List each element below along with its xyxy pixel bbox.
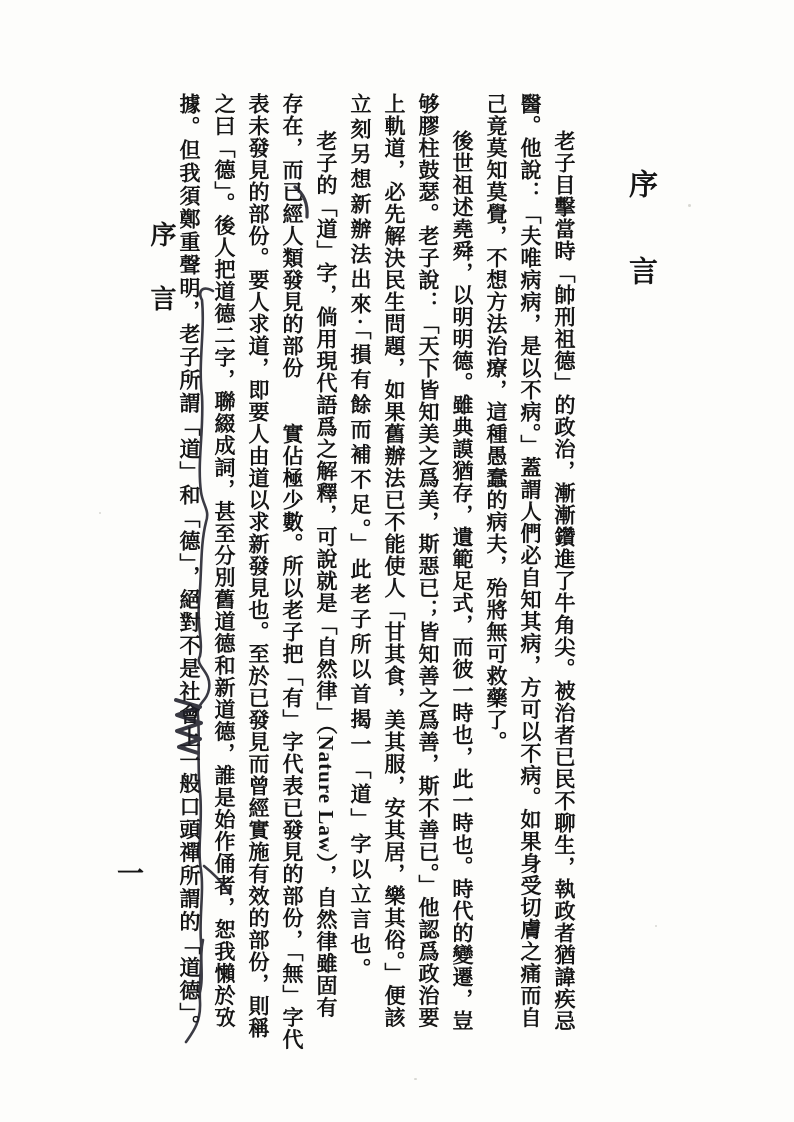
- text-column: 上軌道，必先解決民生問題，如果舊辦法已不能使人「甘其食，美其服，安其居，樂其俗。」便該: [382, 93, 406, 1029]
- page-number: 一: [117, 859, 144, 889]
- scan-speck: [688, 204, 691, 207]
- text-column: 老子目擊當時「帥刑祖德」的政治，漸漸鑽進了牛角尖。被治者已民不聊生，執政者猶諱疾忌: [552, 130, 576, 1032]
- text-column: 己竟莫知莫覺，不想方法治療，這種愚蠢的病夫，殆將無可救藥了。: [484, 93, 508, 753]
- text-column: 據。但我須鄭重聲明，老子所謂「道」和「德」，絕對不是社會上一般口頭禪所謂的「道德」。: [177, 93, 201, 1038]
- text-column: 立刻另想新辦法出來·「損有餘而補不足。」此老子所以首揭一「道」字以立言也。: [348, 93, 372, 984]
- text-column: 醫。他說：「夫唯病病，是以不病。」蓋謂人們必自知其病，方可以不病。如果身受切膚之痛而自: [518, 93, 542, 1029]
- text-column: 老子的「道」字，倘用現代語爲之解釋，可說就是「自然律」（Nature Law），自然律雖固有: [314, 130, 338, 1019]
- page-title: 序言: [625, 169, 657, 343]
- text-column: 之曰「德」。後人把道德二字，聯綴成詞，甚至分別舊道德和新道德，誰是始作俑者，恕我懶於攷: [212, 93, 236, 1029]
- scan-speck: [99, 512, 101, 514]
- scan-speck: [414, 1078, 417, 1080]
- text-column: 表未發見的部份。要人求道，即要人由道以求新發見也。至於已發見而曾經實施有效的部份，則稱: [246, 93, 270, 1039]
- scan-speck: [655, 925, 657, 927]
- text-column: 够膠柱鼓瑟。老子說：「天下皆知美之爲美，斯惡已；皆知善之爲善，斯不善已。」他認爲政治要: [416, 93, 440, 1029]
- margin-running-title: 序言: [147, 221, 176, 349]
- text-column: 存在，而已經人類發見的部份 實佔極少數。所以老子把「有」字代表已發見的部份，「無」字代: [280, 93, 304, 1051]
- text-column: 後世祖述堯舜，以明明德。雖典謨猶存，遺範足式，而彼一時也，此一時也。時代的變遷，豈: [450, 130, 474, 1032]
